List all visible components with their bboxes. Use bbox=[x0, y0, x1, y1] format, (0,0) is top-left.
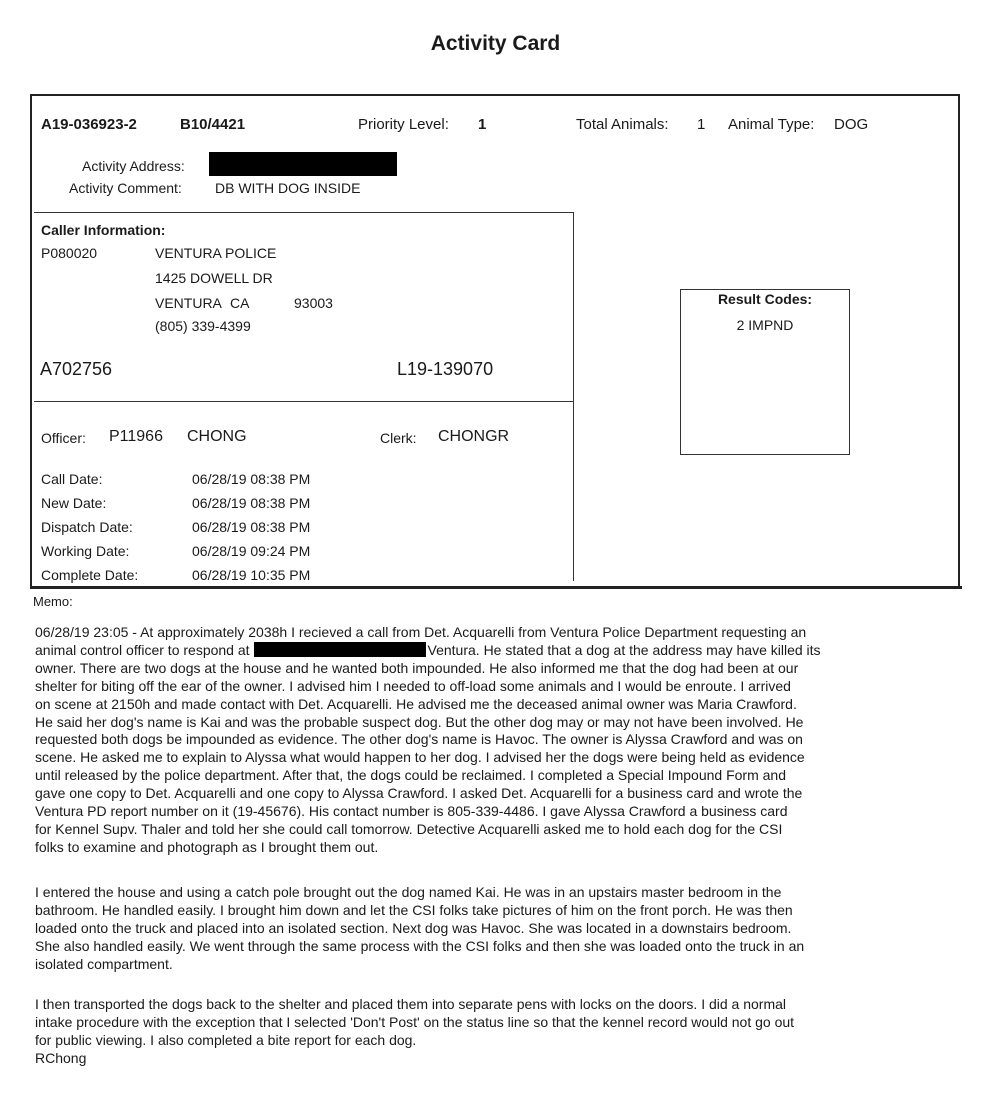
officer-name: CHONG bbox=[187, 428, 247, 445]
memo-paragraph-3 bbox=[35, 996, 794, 1068]
activity-comment-label: Activity Comment: bbox=[69, 180, 182, 196]
clerk-name: CHONGR bbox=[438, 428, 510, 445]
memo-paragraph-2 bbox=[35, 884, 804, 974]
animal-type-label: Animal Type: bbox=[728, 116, 815, 133]
caller-info-heading: Caller Information: bbox=[41, 222, 166, 238]
total-animals-label: Total Animals: bbox=[576, 116, 669, 133]
caller-state: CA bbox=[230, 295, 250, 311]
memo-line: for public viewing. I also completed a bite report for each dog. bbox=[35, 1031, 417, 1048]
memo-line: I entered the house and using a catch pole brought out the dog named Kai. He was in an upstairs master bedroom in the bbox=[35, 884, 782, 900]
dispatch-date-value: 06/28/19 08:38 PM bbox=[192, 519, 311, 535]
page-title: Activity Card bbox=[430, 32, 561, 55]
working-date-value: 06/28/19 09:24 PM bbox=[192, 543, 311, 559]
license-number: L19-139070 bbox=[397, 359, 494, 379]
memo-paragraph-1 bbox=[35, 624, 821, 857]
memo-line: loaded onto the truck and placed into an isolated section. Next dog was Havoc. She was located in a downstairs bedroom. bbox=[35, 919, 792, 936]
memo-fragment: Ventura. He stated that a dog at the address may have killed its bbox=[427, 641, 821, 658]
memo-line: bathroom. He handled easily. I brought him down and let the CSI folks take pictures of him on the front porch. He was then bbox=[35, 901, 793, 918]
memo-line: shelter for biting off the ear of the owner. I advised him I needed to off-load some animals and I would be enroute. I arrived bbox=[35, 677, 791, 694]
caller-name: VENTURA POLICE bbox=[155, 245, 277, 261]
clerk-label: Clerk: bbox=[380, 430, 417, 446]
memo-line: intake procedure with the exception that I selected 'Don't Post' on the status line so that the kennel record would not go out bbox=[35, 1013, 795, 1030]
memo-line: She also handled easily. We went through the same process with the CSI folks and then she was loaded onto the truck in an bbox=[35, 937, 805, 954]
result-codes-box bbox=[680, 289, 850, 455]
memo-line: gave one copy to Det. Acquarelli and one copy to Alyssa Crawford. I asked Det. Acquarelli for a business card and wrote the bbox=[35, 785, 803, 802]
caller-city: VENTURA bbox=[155, 295, 222, 311]
memo-redaction bbox=[254, 642, 426, 657]
memo-line: isolated compartment. bbox=[35, 955, 173, 972]
memo-label: Memo: bbox=[33, 594, 73, 609]
result-code-value: 2 IMPND bbox=[736, 317, 794, 333]
officer-label: Officer: bbox=[41, 430, 86, 446]
beat-number: B10/4421 bbox=[180, 116, 246, 133]
priority-label: Priority Level: bbox=[358, 116, 449, 133]
complete-date-label: Complete Date: bbox=[41, 567, 139, 583]
memo-line: Ventura PD report number on it (19-45676). His contact number is 805-339-4486. I gave Alyssa Crawford a business card bbox=[35, 803, 788, 820]
memo-line: He said her dog's name is Kai and was the probable suspect dog. But the other dog may or may not have been involved. He bbox=[35, 713, 804, 730]
memo-line: folks to examine and photograph as I brought them out. bbox=[35, 838, 379, 855]
caller-street: 1425 DOWELL DR bbox=[155, 270, 273, 286]
new-date-label: New Date: bbox=[41, 495, 107, 511]
memo-fragment: animal control officer to respond at bbox=[35, 641, 250, 658]
memo-signature: RChong bbox=[35, 1049, 87, 1066]
total-animals-value: 1 bbox=[697, 116, 706, 133]
officer-id: P11966 bbox=[109, 428, 163, 445]
caller-zip: 93003 bbox=[294, 295, 333, 311]
address-redaction bbox=[209, 152, 397, 176]
activity-address-label: Activity Address: bbox=[82, 158, 185, 174]
animal-number: A702756 bbox=[40, 359, 113, 379]
activity-comment-value: DB WITH DOG INSIDE bbox=[215, 180, 361, 196]
memo-line: on scene at 2150h and made contact with Det. Acquarelli. He advised me the deceased animal owner was Maria Crawford. bbox=[35, 695, 797, 712]
caller-id: P080020 bbox=[41, 245, 98, 261]
memo-line: I then transported the dogs back to the shelter and placed them into separate pens with locks on the doors. I did a normal bbox=[35, 996, 787, 1012]
activity-id: A19-036923-2 bbox=[41, 116, 137, 133]
dispatch-date-label: Dispatch Date: bbox=[41, 519, 133, 535]
memo-line: for Kennel Supv. Thaler and told her she could call tomorrow. Detective Acquarelli asked me to hold each dog for the CSI bbox=[35, 820, 783, 837]
memo-line: scene. He asked me to explain to Alyssa what would happen to her dog. I advised her the dogs were being held as evidence bbox=[35, 749, 805, 766]
priority-value: 1 bbox=[478, 116, 487, 133]
call-date-label: Call Date: bbox=[41, 471, 103, 487]
complete-date-value: 06/28/19 10:35 PM bbox=[192, 567, 311, 583]
animal-type-value: DOG bbox=[834, 116, 869, 133]
card-bottom-rule bbox=[30, 586, 962, 589]
memo-line: 06/28/19 23:05 - At approximately 2038h I recieved a call from Det. Acquarelli from Ventura Police Department requesting an bbox=[35, 624, 807, 640]
memo-line: requested both dogs be impounded as evidence. The other dog's name is Havoc. The owner is Alyssa Crawford and was on bbox=[35, 731, 803, 748]
call-date-value: 06/28/19 08:38 PM bbox=[192, 471, 311, 487]
caller-phone: (805) 339-4399 bbox=[155, 318, 251, 334]
memo-line: until released by the police department. After that, the dogs could be reclaimed. I completed a Special Impound Form and bbox=[35, 767, 786, 784]
new-date-value: 06/28/19 08:38 PM bbox=[192, 495, 311, 511]
memo-line: owner. There are two dogs at the house and he wanted both impounded. He also informed me that the dog had been at our bbox=[35, 659, 799, 676]
result-codes-heading: Result Codes: bbox=[717, 291, 813, 307]
memo-line bbox=[35, 642, 821, 660]
working-date-label: Working Date: bbox=[41, 543, 130, 559]
